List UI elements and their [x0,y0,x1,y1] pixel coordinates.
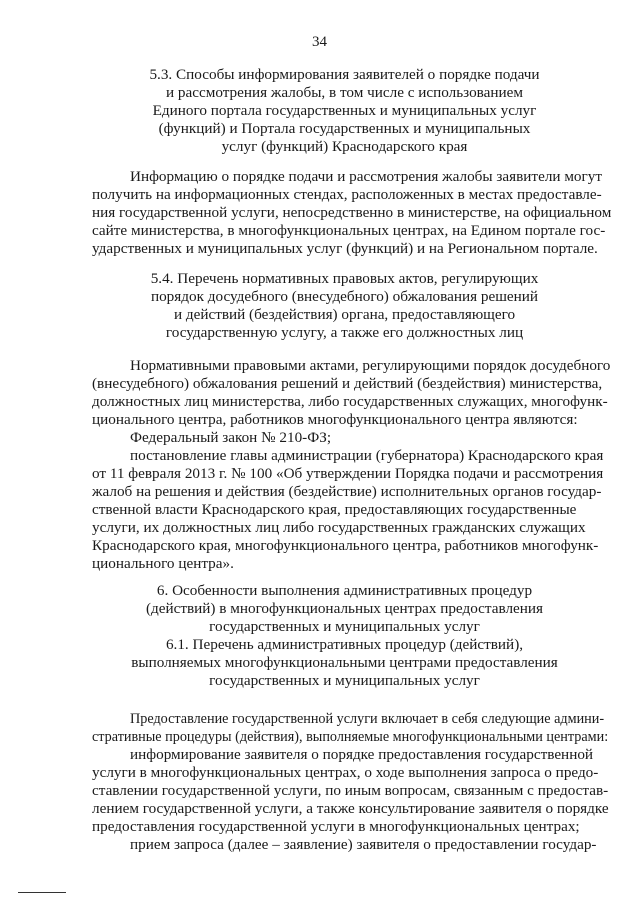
paragraph-line: информирование заявителя о порядке предоставления государственной [130,746,594,763]
heading-line: услуг (функций) Краснодарского края [221,138,468,155]
heading-line: 5.3. Способы информирования заявителей о порядке подачи [149,66,540,83]
section-5-4-heading [90,270,599,342]
paragraph-line: предоставления государственной услуги в многофункциональных центрах; [92,818,580,835]
paragraph-line: Предоставление государственной услуги включает в себя следующие админи- [130,711,605,727]
paragraph-line: Федеральный закон № 210-ФЗ; [130,429,332,446]
heading-line: государственную услугу, а также его должностных лиц [165,324,524,341]
section-5-3-heading [90,66,599,156]
paragraph-line: ционального центра, работников многофункционального центра являются: [92,411,578,428]
paragraph-line: сайте министерства, в многофункциональных центрах, на Едином портале гос- [92,222,606,239]
heading-line: (функций) и Портала государственных и муниципальных [158,120,531,137]
heading-line: выполняемых многофункциональными центрами предоставления [131,654,558,671]
heading-line: порядок досудебного (внесудебного) обжалования решений [150,288,539,305]
page-number: 34 [312,34,327,50]
paragraph-line: ния государственной услуги, непосредственно в министерстве, на официальном [92,204,612,221]
heading-line: Единого портала государственных и муниципальных услуг [152,102,537,119]
heading-line: государственных и муниципальных услуг [209,672,480,689]
paragraph-line: лением государственной услуги, а также консультирование заявителя о порядке [92,800,609,817]
section-5-3-paragraph [92,168,612,258]
paragraph-line: стративные процедуры (действия), выполняемые многофункциональными центрами: [92,729,609,745]
paragraph-line: Краснодарского края, многофункционального центра, работников многофунк- [92,537,599,554]
heading-line: и действий (бездействия) органа, предоставляющего [173,306,516,323]
paragraph-line: должностных лиц министерства, либо государственных служащих, многофунк- [92,393,608,410]
section-6-1-paragraph [92,710,609,854]
heading-line: государственных и муниципальных услуг [209,618,480,635]
paragraph-line: (внесудебного) обжалования решений и действий (бездействия) министерства, [92,375,603,392]
paragraph-line: жалоб на решения и действия (бездействие) исполнительных органов государ- [92,483,602,500]
heading-line: 5.4. Перечень нормативных правовых актов, регулирующих [150,270,539,287]
heading-line: 6. Особенности выполнения административных процедур [156,582,533,599]
bottom-divider [18,892,66,893]
paragraph-line: постановление главы администрации (губернатора) Краснодарского края [130,447,604,464]
paragraph-line: прием запроса (далее – заявление) заявителя о предоставлении государ- [130,836,597,853]
paragraph-line: Нормативными правовыми актами, регулирующими порядок досудебного [130,357,611,374]
heading-line: 6.1. Перечень административных процедур (действий), [165,636,524,653]
paragraph-line: ционального центра». [92,555,234,572]
section-6-1-heading [90,636,599,690]
paragraph-line: Информацию о порядке подачи и рассмотрения жалобы заявители могут [130,168,602,185]
heading-line: и рассмотрения жалобы, в том числе с использованием [165,84,523,101]
section-5-4-paragraph [92,357,611,573]
paragraph-line: услуги в многофункциональных центрах, о ходе выполнения запроса о предо- [92,764,599,781]
heading-line: (действий) в многофункциональных центрах предоставления [145,600,544,617]
section-6-heading [90,582,599,636]
paragraph-line: ставлении государственной услуги, по иным вопросам, связанным с предостав- [92,782,609,799]
paragraph-line: получить на информационных стендах, расположенных в местах предоставле- [92,186,602,203]
paragraph-line: ственной власти Краснодарского края, предоставляющих государственные [92,501,577,518]
paragraph-line: от 11 февраля 2013 г. № 100 «Об утверждении Порядка подачи и рассмотрения [92,465,604,482]
paragraph-line: услуги, их должностных лиц либо государственных гражданских служащих [92,519,586,536]
paragraph-line: ударственных и муниципальных услуг (функций) и на Региональном портале. [92,240,598,257]
